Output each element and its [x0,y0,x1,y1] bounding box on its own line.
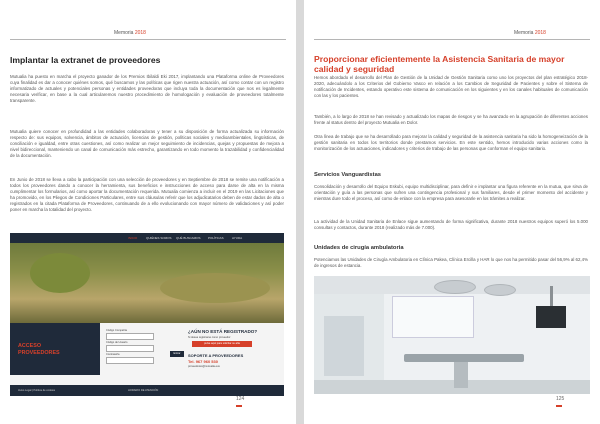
left-page [0,0,296,424]
page-number-accent [556,405,562,407]
screenshot-footer [10,385,284,396]
company-code-field [106,333,154,340]
password-field [106,357,154,364]
support-phone: Tel. 967 960 530 [188,359,218,364]
footer-links: Aviso Legal | Política de cookies [18,389,56,392]
cabinet [324,316,364,376]
paragraph: Mutualia ha puesto en marcha el proyecto ganador de los Premios Ibilaldi Eki 2017, implantando una Plataforma online de Proveedores cuya finalidad es dar a conocer quiénes somos, qué buscamos y las políticas que rigen nuestra actuación, así como contar con un registro informatizado de actuales y potenciales personas y entidades proveedoras que incluya toda la documentación que nos es legalmente necesaria verificar, en base a la cual articularemos nuestro procedimiento de homologación y evaluación de proveedores totalmente transparente. [10,74,284,103]
field-label: Código Compañía [106,329,127,332]
page-title: Implantar la extranet de proveedores [10,55,161,65]
paragraph: Potenciamos las Unidades de Cirugía Ambulatoria en Clínica Pakea, Clínica Ercilla y HAR lo que nos ha permitido pasar del 56,9% al 62,4% de ingresos de estancia. [314,257,588,268]
paragraph: Otra línea de trabajo que se ha desarrollado para mejorar la calidad y seguridad de la asistencia sanitaria ha sido la homogeneización de la gestión sanitaria en todos los territorios donde prestamos servicios. En este sentido, hemos introducido varias acciones como la monitorización de los actuaciones, indicadores y criterios de trabajo de las personas que conforman el equipo sanitario. [314,134,588,151]
paragraph: La actividad de la Unidad Sanitaria de Enlace sigue aumentando de forma significativa, durante 2018 nuestros equipos superó los 5.000 consultas y contactos, durante 2018 (realizado más de 7.000). [314,219,588,230]
paragraph: Consolidación y desarrollo del Equipo Eskubi, equipo multidisciplinar, para definir e implantar una figura referente en la mutua, que sirva de orientación y guía a las personas que sufren una contingencia profesional y sus familiares, desde el primer momento del accidente y mientras dure todo el proceso, así como de enlace con la empresa para asesorarle en los trámites a realizar. [314,184,588,201]
nav-item: INICIO [128,236,138,240]
paragraph: En Junio de 2018 se lleva a cabo la participación con una selección de proveedores y en Septiembre de 2018 se remite una notificación a todos los proveedores dando a conocer la herramienta, sus beneficios e instrucciones de acceso para darse de alta en la misma cumplimentar los formularios, así como aportar la documentación requerida. Mutualia comienza a incluir en el 2019 en las Licitaciones que ha promovido, en los Pliegos de Condiciones Particulares, entre sus cláusulas referir que los adjudicatarios deben de estar dados de alta o registrados en la citada Plataforma de Proveedores, continuando de a ello evolucionando con mayor número de validaciones y así poder poner en marcha la totalidad del proyecto. [10,177,284,212]
operating-room-photo [314,276,590,394]
operating-table [404,354,524,362]
nav-item: AYUDA [232,236,243,240]
leaf-shape [30,253,90,293]
footer-hours: HORARIO DE ATENCIÓN [128,389,159,392]
access-title: PROVEEDORES [18,350,60,356]
running-head [114,30,146,36]
login-form [106,329,160,369]
table-base [454,362,468,388]
header-rule [314,39,590,40]
user-code-field [106,345,154,352]
running-head-label: Memoria [114,30,134,36]
subheading: Unidades de cirugía ambulatoria [314,245,404,251]
register-question: ¿AÚN NO ESTÁ REGISTRADO? [188,329,258,334]
register-button: pulse aquí para solicitar su alta [192,341,252,347]
screenshot-nav [10,233,284,243]
page-number: 124 [236,396,245,402]
leaf-shape [160,273,270,303]
register-sub: Si desea registrarse como proveedor [188,336,231,339]
nav-item: QUÉ BUSCAMOS [176,236,201,240]
access-title: ACCESO [18,343,42,349]
page-number-accent [236,405,242,407]
window [392,296,474,338]
extranet-screenshot [10,233,284,396]
field-label: Código de Usuario [106,341,128,344]
paragraph: Hemos abordado el desarrollo del Plan de Gestión de la Unidad de Gestión Sanitaria como uno los proyectos del plan estratégico 2018-2020, adecuándolo a los Criterios del Gobierno Vasco en relación a los Cambios de Seguridad de Pacientes y sobre el Sistema de notificación de Incidentes, estando operativo este sistema de comunicación en los siguientes y en los canales habituales de comunicación con las y los pacientes. [314,75,588,98]
right-page [304,0,600,424]
monitor [536,306,566,328]
support-email: proveedores@mutualia.eus [188,365,220,368]
access-panel [10,323,100,375]
surgical-lamp [434,280,476,294]
page-number: 125 [556,396,565,402]
running-head-label: Memoria [514,30,534,36]
header-rule [10,39,286,40]
running-head [514,30,546,36]
login-button: Entrar [170,351,184,357]
surgical-lamp [484,284,516,296]
subheading: Servicios Vanguardistas [314,172,382,178]
page-title: Proporcionar eficientemente la Asistencia Sanitaria de mayor calidad y seguridad [314,54,565,74]
field-label: Contraseña [106,353,120,356]
nav-item: QUIÉNES SOMOS [146,236,172,240]
running-head-year: 2018 [534,30,546,36]
paragraph: También, a lo largo de 2018 se han revisado y actualizado los mapas de riesgos y se ha avanzado en la agrupación de diferentes acciones frente al status dentro del proyecto Mutualia en Dolor. [314,114,588,125]
monitor-arm [550,286,553,308]
support-title: SOPORTE A PROVEEDORES [188,353,244,358]
paragraph: Mutualia quiere conocer en profundidad a las entidades colaboradoras y tener a su disposición de forma actualizada su información respecto de: sus equipos, solvencia, ámbitos de actuación, licencias de gestión, políticas sociales y medioambientales, lingüísticas, de conciliación e igualdad, entre otras cuestiones, así como realizar un mejor seguimiento de incidencias, quejas y propuestas de mejora a nivel bidireccional, manteniendo un canal de comunicación más estrecho, garantizando en todo momento la trazabilidad y confidencialidad de la documentación. [10,129,284,158]
running-head-year: 2018 [134,30,146,36]
nav-item: POLÍTICAS [208,236,224,240]
floor [314,380,590,394]
